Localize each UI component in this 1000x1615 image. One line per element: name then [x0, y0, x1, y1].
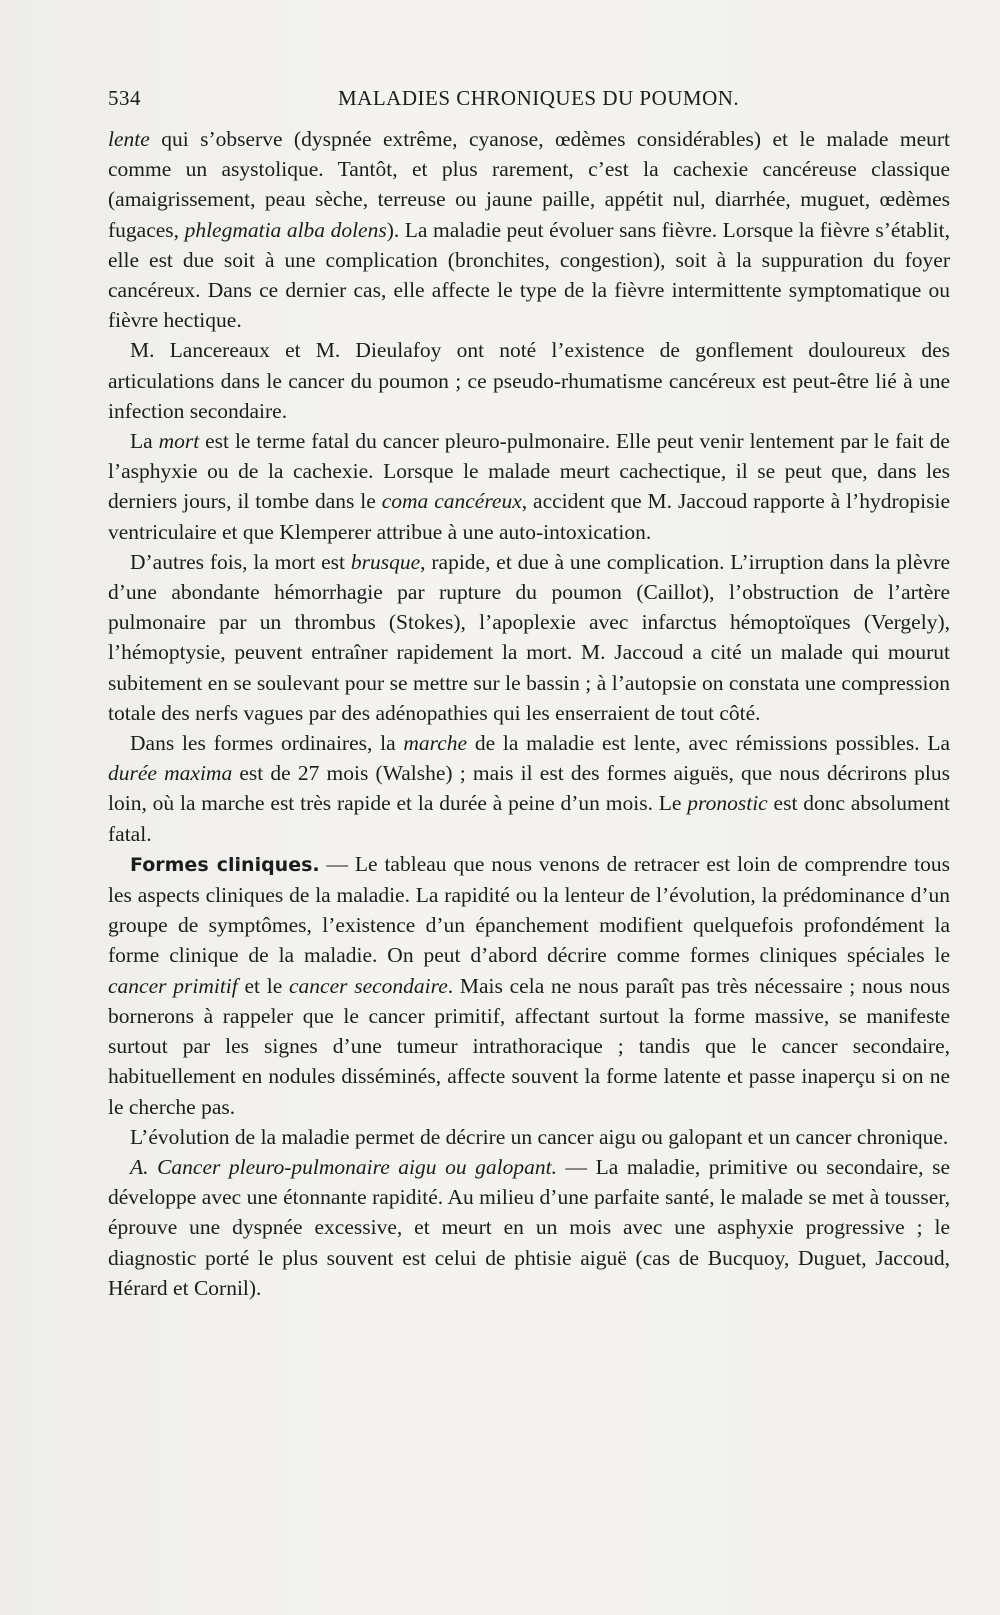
- paragraph: La mort est le terme fatal du cancer pleuro-pulmonaire. Elle peut venir lentement par le fait de l’asphyxie ou de la cachexie. Lorsque le malade meurt cachectique, il se peut que, dans les derniers jours, il tombe dans le coma cancéreux, accident que M. Jaccoud rapporte à l’hydropisie ventriculaire et que Klemperer attribue à une auto-intoxication.: [108, 429, 951, 544]
- paragraph: D’autres fois, la mort est brusque, rapide, et due à une complication. L’irruption dans la plèvre d’une abondante hémorrhagie par rupture du poumon (Caillot), l’obstruction de l’artère pulmonaire par un thrombus (Stokes), l’apoplexie avec infarctus hémoptoïques (Vergely), l’hémoptysie, peuvent entraîner rapidement la mort. M. Jaccoud a cité un malade qui mourut subitement en se soulevant pour se mettre sur le bassin ; à l’autopsie on constata une compression totale des nerfs vagues par des adénopathies qui les enserraient de tout côté.: [108, 549, 951, 725]
- paragraph: Dans les formes ordinaires, la marche de la maladie est lente, avec rémissions possibles. La durée maxima est de 27 mois (Walshe) ; mais il est des formes aiguës, que nous décrirons plus loin, où la marche est très rapide et la durée à peine d’un mois. Le pronostic est donc absolument fatal.: [108, 731, 951, 846]
- running-title: MALADIES CHRONIQUES DU POUMON.: [338, 86, 740, 110]
- body-text: [108, 124, 950, 1303]
- paragraph-cancer-aigu: A. Cancer pleuro-pulmonaire aigu ou galopant. — La maladie, primitive ou secondaire, se développe avec une étonnante rapidité. Au milieu d’une parfaite santé, le malade se met à tousser, éprouve une dyspnée excessive, et meurt en un mois avec une asphyxie progressive ; le diagnostic porté le plus souvent est celui de phtisie aiguë (cas de Bucquoy, Duguet, Jaccoud, Hérard et Cornil).: [108, 1154, 950, 1300]
- paragraph-formes-cliniques: Formes cliniques. — Le tableau que nous venons de retracer est loin de comprendre tous les aspects cliniques de la maladie. La rapidité ou la lenteur de l’évolution, la prédominance d’un groupe de symptômes, l’existence d’un épanchement modifient quelquefois profondément la forme clinique de la maladie. On peut d’abord décrire comme formes cliniques spéciales le cancer primitif et le cancer secondaire. Mais cela ne nous paraît pas très nécessaire ; nous nous bornerons à rappeler que le cancer primitif, affectant surtout la forme massive, se manifeste surtout par les signes d’une tumeur intrathoracique ; tandis que le cancer secondaire, habituellement en nodules disséminés, affecte souvent la forme latente et passe inaperçu si on ne le cherche pas.: [108, 851, 951, 1119]
- paragraph: L’évolution de la maladie permet de décrire un cancer aigu ou galopant et un cancer chronique.: [130, 1124, 949, 1149]
- page-header: [108, 80, 948, 116]
- paragraph: M. Lancereaux et M. Dieulafoy ont noté l’existence de gonflement douloureux des articulations dans le cancer du poumon ; ce pseudo-rhumatisme cancéreux est peut-être lié à une infection secondaire.: [108, 338, 950, 423]
- paragraph: lente qui s’observe (dyspnée extrême, cyanose, œdèmes considérables) et le malade meurt comme un asystolique. Tantôt, et plus rarement, c’est la cachexie cancéreuse classique (amaigrissement, peau sèche, terreuse ou jaune paille, appétit nul, diarrhée, muguet, œdèmes fugaces, phlegmatia alba dolens). La maladie peut évoluer sans fièvre. Lorsque la fièvre s’établit, elle est due soit à une complication (bronchites, congestion), soit à la suppuration du foyer cancéreux. Dans ce dernier cas, elle affecte le type de la fièvre intermittente symptomatique ou fièvre hectique.: [108, 127, 950, 333]
- page-number: 534: [108, 86, 141, 110]
